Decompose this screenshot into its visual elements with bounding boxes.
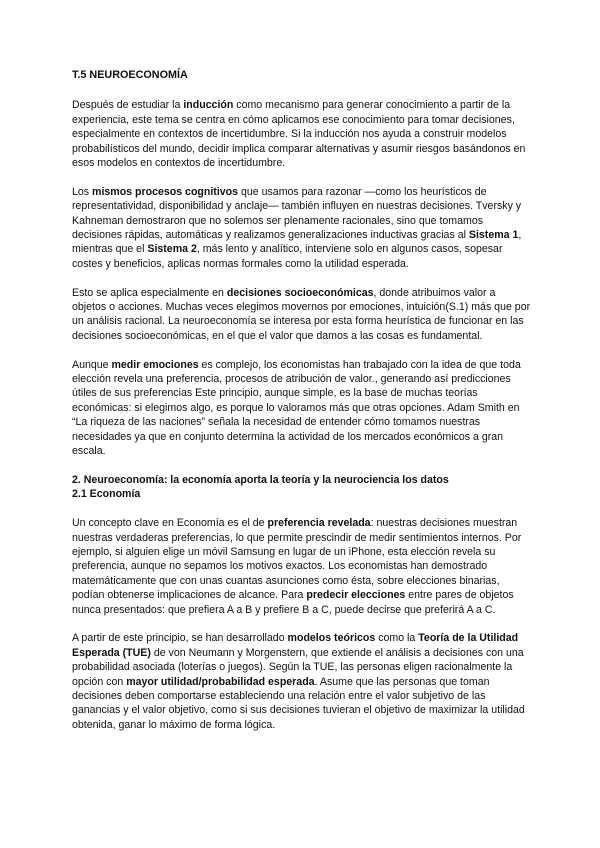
paragraph-text: Un concepto clave en Economía es el de xyxy=(72,517,268,530)
paragraph-text: Después de estudiar la xyxy=(72,99,184,112)
paragraph-text: como la xyxy=(375,632,419,645)
paragraph-text: Esto se aplica especialmente en xyxy=(72,286,227,299)
paragraph-text: que usamos para razonar —como los heurísticos de representatividad, disponibilidad y anclaje— también influyen en nuestras decisiones. Tversky y Kahneman demostraron que no solemos ser plenamente racionales, sino que tomamos decisiones rápidas, automáticas y realizamos generalizaciones inductivas gracias al xyxy=(72,185,522,242)
paragraph xyxy=(72,631,532,732)
bold-text: modelos teóricos xyxy=(287,632,376,645)
paragraph xyxy=(72,516,532,617)
bold-text: predecir elecciones xyxy=(306,589,406,602)
paragraph-text: Aunque xyxy=(72,358,112,371)
bold-text: preferencia revelada xyxy=(267,517,371,530)
paragraph-text: , más lento y analítico, interviene solo en algunos casos, sopesar costes y beneficios, aplicas normas formales como la utilidad esperada. xyxy=(72,243,503,270)
paragraph-text: , mientras que el xyxy=(72,229,522,256)
paragraph-text: Los xyxy=(72,185,93,198)
bold-text: Sistema 1 xyxy=(468,229,519,242)
paragraph-text: de von Neumann y Morgenstern, que extiende el análisis a decisiones con una probabilidad asociada (loterías o juegos). Según la TUE, las personas eligen racionalmente la opción con xyxy=(72,646,524,688)
paragraph xyxy=(72,358,532,459)
section-heading: 2. Neuroeconomía: la economía aporta la teoría y la neurociencia los datos xyxy=(72,473,449,486)
bold-text: inducción xyxy=(183,99,234,112)
bold-text: mismos procesos cognitivos xyxy=(92,185,239,198)
paragraph-text: entre pares de objetos nunca presentados: que prefiera A a B y prefiere B a C, puede decirse que preferirá A a C. xyxy=(72,589,514,616)
paragraph-text: , donde atribuimos valor a objetos o acciones. Muchas veces elegimos movernos por emociones, intuición(S.1) más que por un análisis racional. La neuroeconomía se interesa por esta forma heurística de funcionar en las decisiones socioeconómicas, en el que el valor que damos a las cosas es fundamental. xyxy=(72,286,531,342)
bold-text: mayor utilidad/probabilidad esperada xyxy=(126,675,315,688)
bold-text: Teoría de la Utilidad Esperada (TUE) xyxy=(72,632,519,659)
intro-section xyxy=(72,98,532,458)
paragraph xyxy=(72,185,532,271)
document-title: T.5 NEUROECONOMÍA xyxy=(72,69,188,81)
paragraph-text: como mecanismo para generar conocimiento a partir de la experiencia, este tema se centra en cómo aplicamos ese conocimiento para tomar decisiones, especialmente en contextos de incertidumbre. Si la inducción nos ayuda a construir modelos probabilísticos del mundo, decidir implica comparar alternativas y asumir riesgos basándonos en esos modelos en contextos de incertidumbre. xyxy=(72,99,526,170)
bold-text: medir emociones xyxy=(111,358,199,371)
subsection-heading: 2.1 Economía xyxy=(72,488,141,501)
document-page xyxy=(72,68,532,747)
paragraph xyxy=(72,98,532,170)
bold-text: decisiones socioeconómicas xyxy=(226,286,374,299)
bold-text: Sistema 2 xyxy=(147,243,197,256)
economy-section xyxy=(72,516,532,732)
paragraph-text: : nuestras decisiones muestran nuestras verdaderas preferencias, lo que permite prescindir de medir sentimientos internos. Por ejemplo, si alguien elige un móvil Samsung en lugar de un iPhone, esta elección revela su preferencia, aunque no sepamos los motivos exactos. Los economistas han demostrado matemáticamente que con unas cuantas asunciones como ésta, sobre elecciones binarias, podían obtenerse implicaciones de alcance. Para xyxy=(72,517,522,602)
paragraph xyxy=(72,286,532,344)
paragraph-text: . Asume que las personas que toman decisiones deben comportarse estableciendo una relación entre el valor subjetivo de las ganancias y el valor objetivo, como si sus decisiones tuvieran el objetivo de maximizar la utilidad obtenida, ganar lo máximo de forma lógica. xyxy=(72,675,525,731)
paragraph-text: A partir de este principio, se han desarrollado xyxy=(72,632,288,645)
paragraph-text: es complejo, los economistas han trabajado con la idea de que toda elección revela una preferencia, procesos de atribución de valor., generando así predicciones útiles de sus preferencias Este principio, aunque simple, es la base de muchas teorías económicas: si elegimos algo, es porque lo valoramos más que otras opciones. Adam Smith en “La riqueza de las naciones” señala la necesidad de entender cómo tomamos nuestras necesidades ya que en conjunto determina la actividad de los mercados económicos a gran escala. xyxy=(72,358,521,458)
